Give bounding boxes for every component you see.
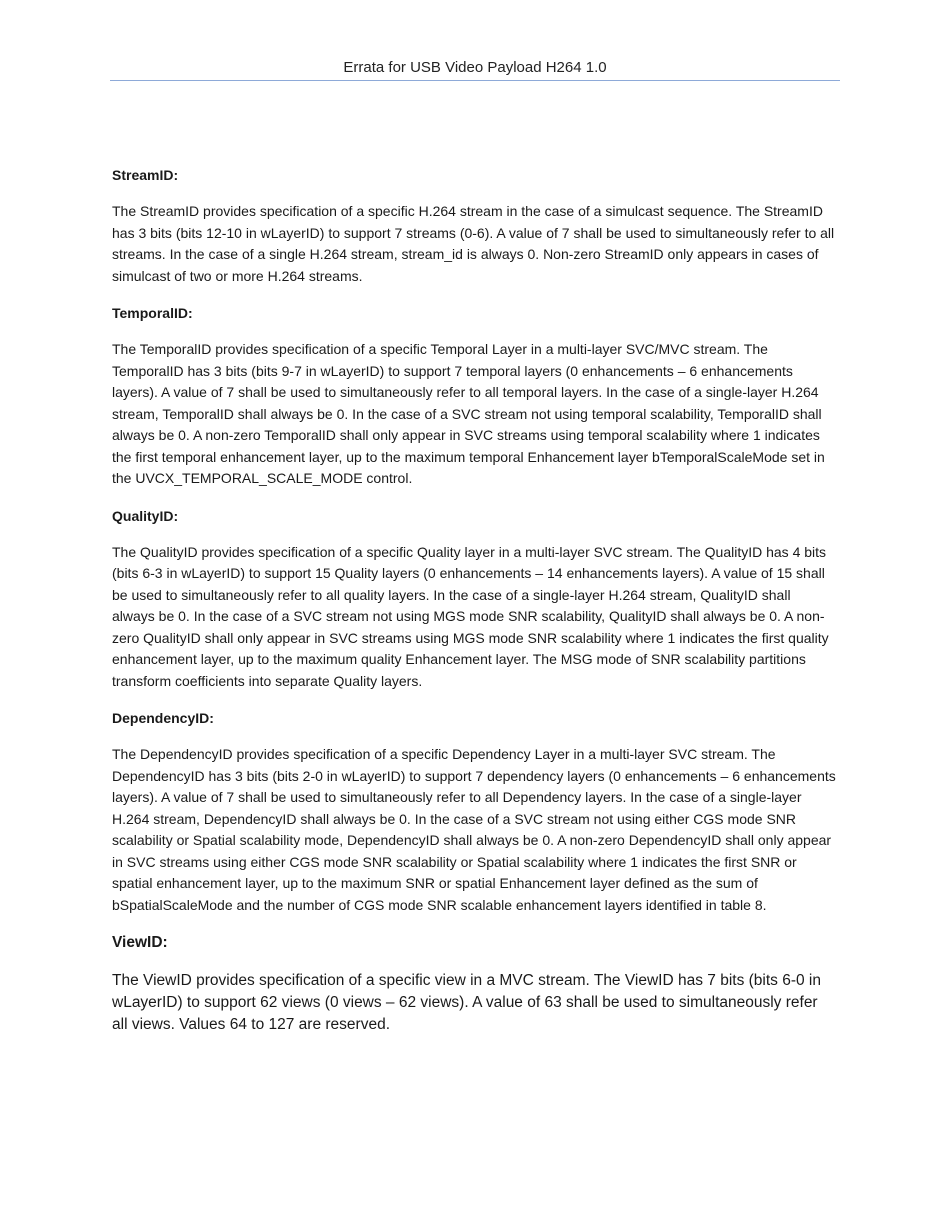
section-paragraph: The QualityID provides specification of a specific Quality layer in a multi-layer SVC stream. The QualityID has 4 bits (bits 6-3 in wLayerID) to support 15 Quality layers (0 enhancements – 14 enhancements layers). A value of 15 shall be used to simultaneously refer to all quality layers. In the case of a single-layer H.264 stream, QualityID shall always be 0. In the case of a SVC stream not using MGS mode SNR scalability, QualityID shall always be 0. A non-zero QualityID shall only appear in SVC streams using MGS mode SNR scalability where 1 indicates the first quality enhancement layer, up to the maximum quality Enhancement layer. The MSG mode of SNR scalability partitions transform coefficients into separate Quality layers. [112, 543, 829, 689]
section-heading: StreamID: [112, 167, 179, 183]
section-paragraph: The DependencyID provides specification of a specific Dependency Layer in a multi-layer SVC stream. The DependencyID has 3 bits (bits 2-0 in wLayerID) to support 7 dependency layers (0 enhancements – 6 enhancements layers). A value of 7 shall be used to simultaneously refer to all Dependency layers. In the case of a single-layer H.264 stream, DependencyID shall always be 0. In the case of a SVC stream not using either CGS mode SNR scalability or Spatial scalability mode, DependencyID shall always be 0. A non-zero DependencyID shall only appear in SVC streams using either CGS mode SNR scalability or Spatial scalability where 1 indicates the first SNR or spatial enhancement layer, up to the maximum SNR or spatial Enhancement layer defined as the sum of bSpatialScaleMode and the number of CGS mode SNR scalable enhancement layers identified in table 8. [112, 746, 836, 913]
section-view-id [112, 932, 837, 1036]
page-header-title: Errata for USB Video Payload H264 1.0 [343, 59, 607, 76]
section-heading: TemporalID: [112, 305, 193, 321]
section-quality-id [112, 506, 837, 693]
section-stream-id [112, 165, 837, 287]
section-heading: ViewID: [112, 934, 168, 951]
section-heading: QualityID: [112, 507, 179, 524]
header-divider [110, 80, 840, 81]
section-dependency-id [112, 708, 837, 916]
section-heading: DependencyID: [112, 710, 214, 726]
section-paragraph: The ViewID provides specification of a specific view in a MVC stream. The ViewID has 7 bits (bits 6-0 in wLayerID) to support 62 views (0 views – 62 views). A value of 63 shall be used to simultaneously refer all views. Values 64 to 127 are reserved. [112, 972, 821, 1033]
document-body [112, 165, 837, 1052]
section-temporal-id [112, 303, 837, 490]
section-paragraph: The TemporalID provides specification of a specific Temporal Layer in a multi-layer SVC/MVC stream. The TemporalID has 3 bits (bits 9-7 in wLayerID) to support 7 temporal layers (0 enhancements – 6 enhancements layers). A value of 7 shall be used to simultaneously refer to all temporal layers. In the case of a single-layer H.264 stream, TemporalID shall always be 0. In the case of a SVC stream not using temporal scalability, TemporalID shall always be 0. A non-zero TemporalID shall only appear in SVC streams using temporal scalability where 1 indicates the first temporal enhancement layer, up to the maximum temporal Enhancement layer bTemporalScaleMode set in the UVCX_TEMPORAL_SCALE_MODE control. [112, 341, 825, 486]
section-paragraph: The StreamID provides specification of a specific H.264 stream in the case of a simulcast sequence. The StreamID has 3 bits (bits 12-10 in wLayerID) to support 7 streams (0-6). A value of 7 shall be used to simultaneously refer to all streams. In the case of a single H.264 stream, stream_id is always 0. Non-zero StreamID only appears in cases of simulcast of two or more H.264 streams. [112, 203, 835, 284]
